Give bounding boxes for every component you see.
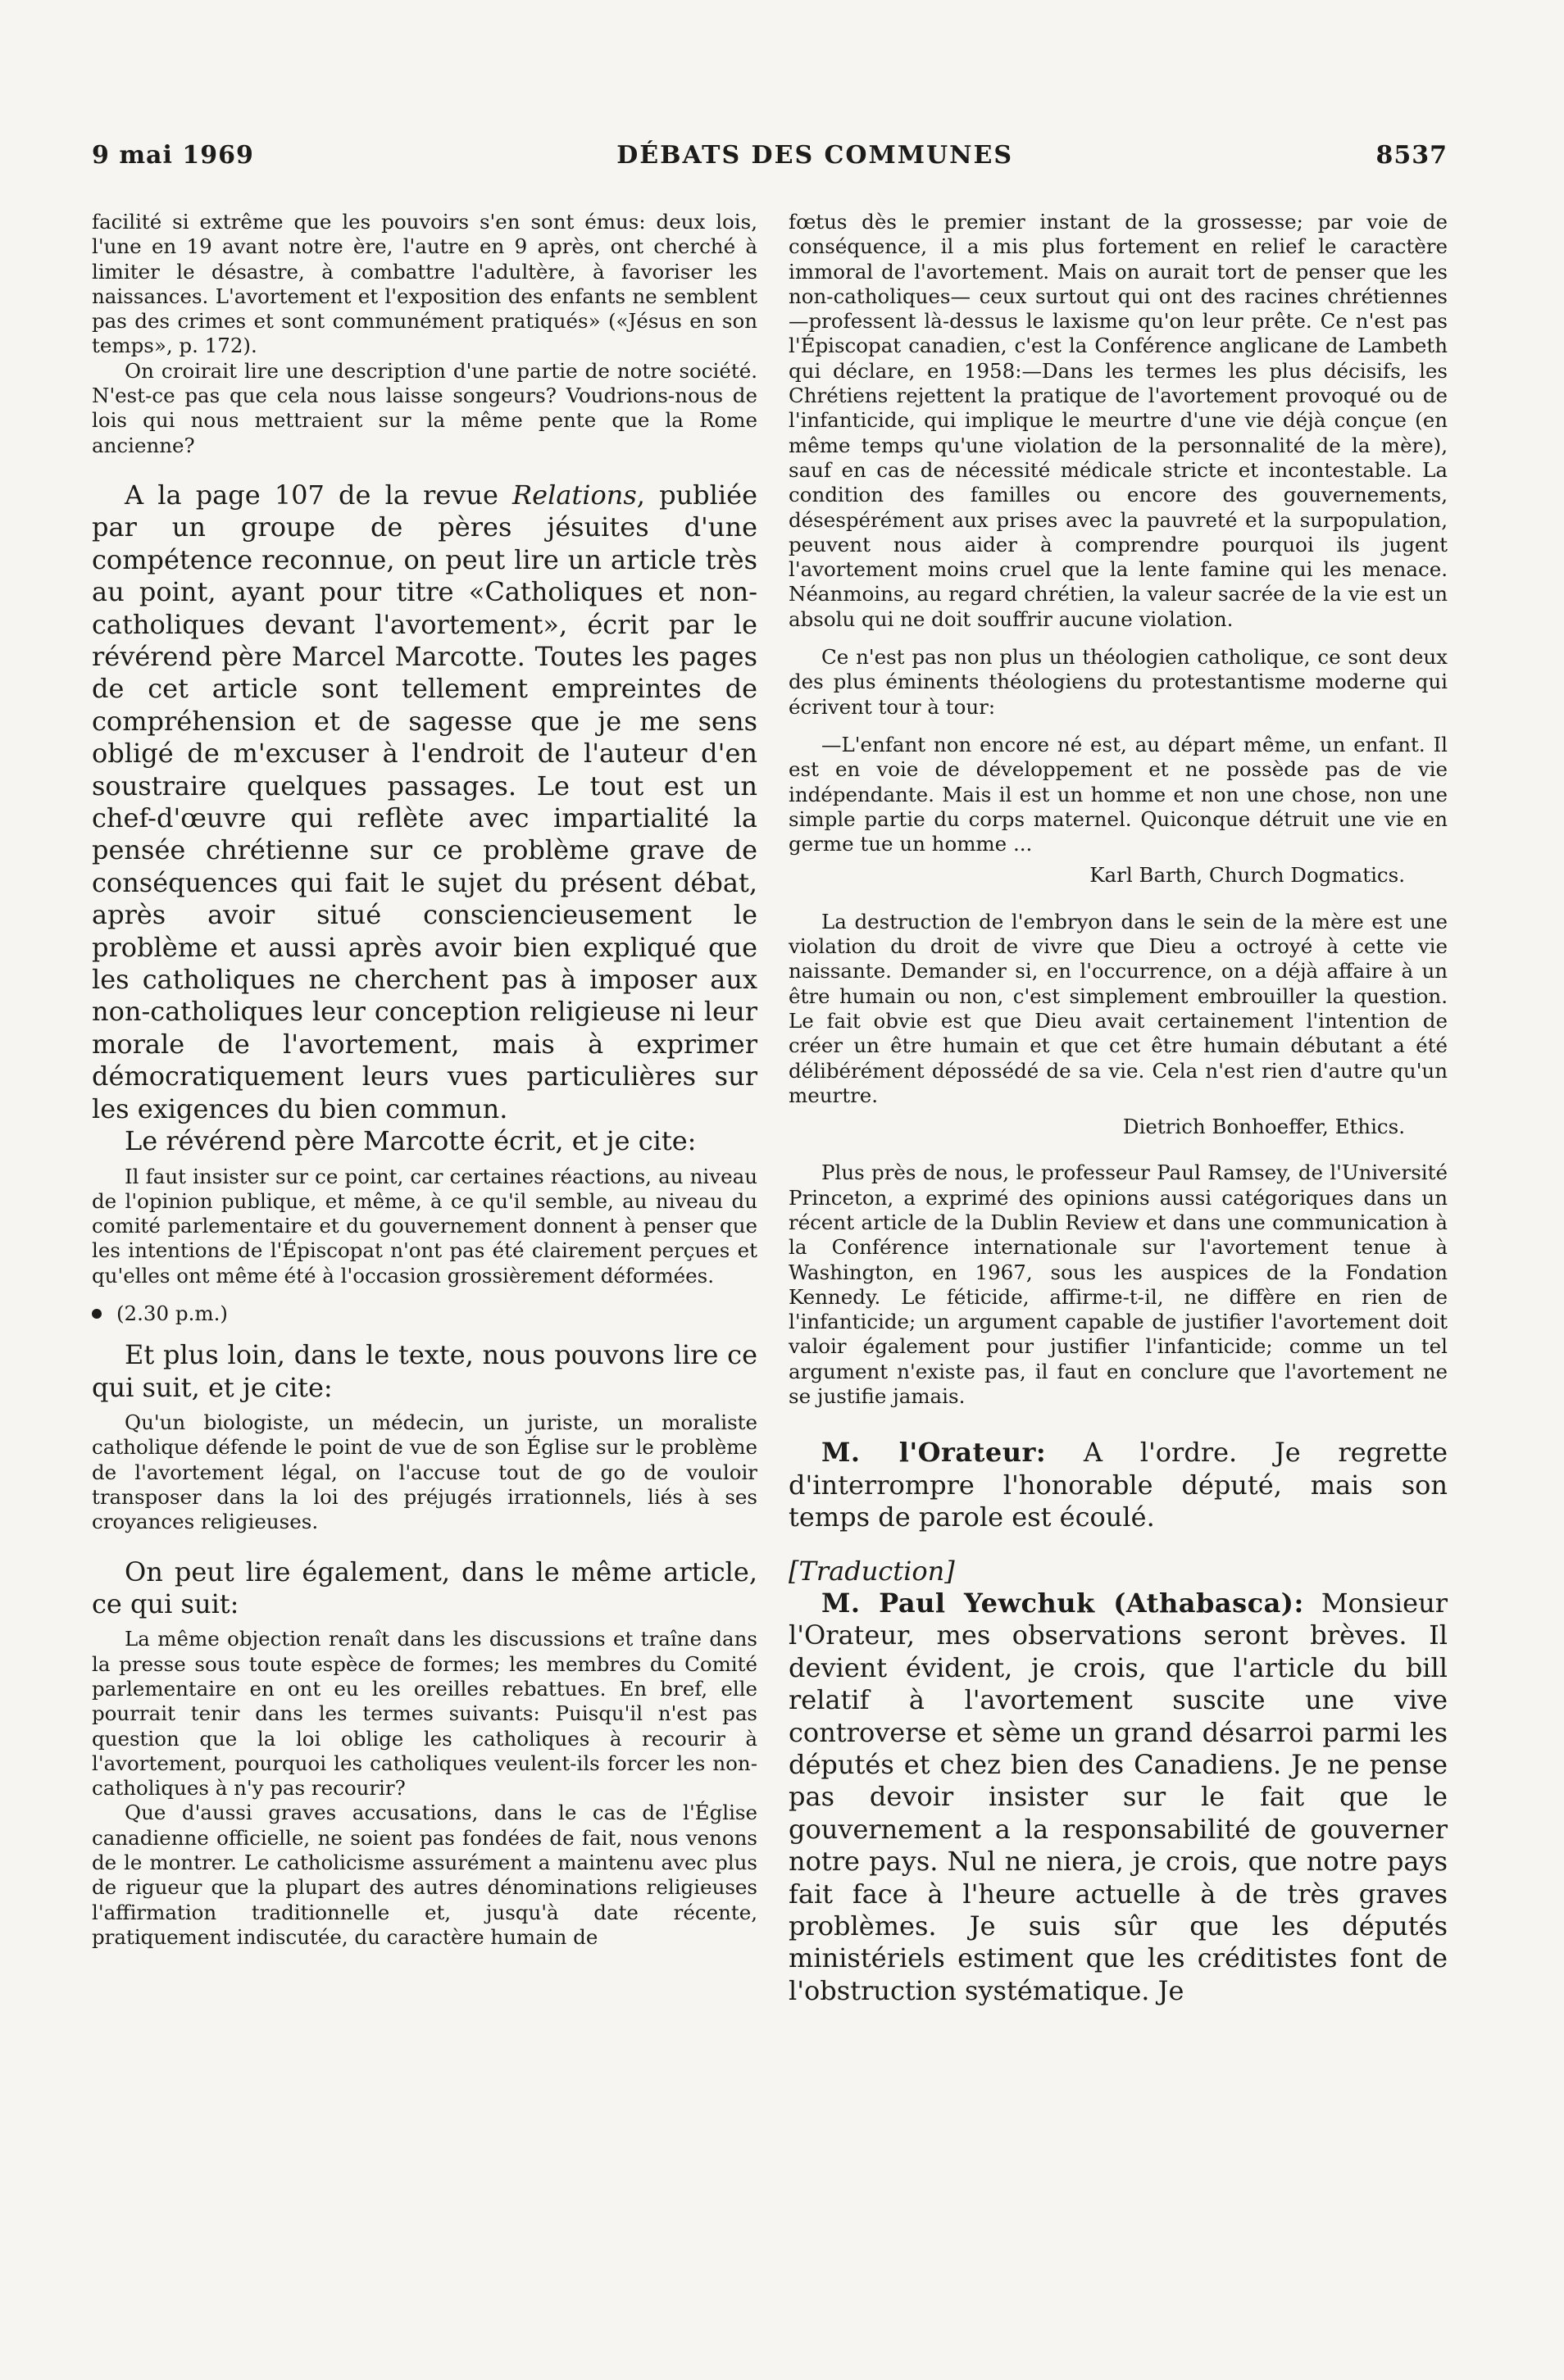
quote-paragraph: facilité si extrême que les pouvoirs s'en sont émus: deux lois, l'une en 19 avant notre ère, l'autre en 9 après, ont cherché à limiter le désastre, à combattre l'adultère, à favoriser les naissances. L'avortement et l'exposition des enfants ne semblent pas des crimes et sont communément pratiqués» («Jésus en son temps», p. 172). [92, 210, 757, 358]
quote-paragraph: On croirait lire une description d'une partie de notre société. N'est-ce pas que cela nous laisse songeurs? Voudrions-nous de lois qui nous mettraient sur la même pente que la Rome ancienne? [92, 358, 757, 457]
text-run: Monsieur l'Orateur, mes observations seront brèves. Il devient évident, je crois, que l'article du bill relatif à l'avortement suscite une vive controverse et sème un grand désarroi parmi les députés et chez bien des Canadiens. Je ne pense pas devoir insister sur le fait que le gouvernement a la responsabilité de gouverner notre pays. Nul ne niera, je crois, que notre pays fait face à l'heure actuelle à de très graves problèmes. Je suis sûr que les députés ministériels estiment que les créditistes font de l'obstruction systématique. Je [789, 1587, 1448, 2006]
left-column [92, 210, 757, 1950]
body-paragraph: Le révérend père Marcotte écrit, et je cite: [125, 1125, 697, 1157]
body-paragraph [789, 1437, 1448, 1533]
publication-title: Relations [512, 479, 637, 511]
body-paragraph: Et plus loin, dans le texte, nous pouvons lire ce qui suit, et je cite: [92, 1339, 757, 1403]
citation-signature: Dietrich Bonhoeffer, Ethics. [1122, 1115, 1405, 1139]
translation-marker: [Traduction] [789, 1555, 955, 1587]
quote-paragraph: Que d'aussi graves accusations, dans le cas de l'Église canadienne officielle, ne soient pas fondées de fait, nous venons de le montrer. Le catholicisme assurément a maintenu avec plus de rigueur que la plupart des autres dénominations religieuses l'affirmation traditionnelle et, jusqu'à date récente, pratiquement indiscutée, du caractère humain de [92, 1801, 757, 1949]
time-marker [92, 1301, 757, 1326]
text-run: , publiée par un groupe de pères jésuites d'une compétence reconnue, on peut lire un article très au point, ayant pour titre «Catholiques et non-catholiques devant l'avortement», écrit par le révérend père Marcel Marcotte. Toutes les pages de cet article sont tellement empreintes de compréhension et de sagesse que je me sens obligé de m'excuser à l'endroit de l'auteur d'en soustraire quelques passages. Le tout est un chef-d'œuvre qui reflète avec impartialité la pensée chrétienne sur ce problème grave de conséquences qui fait le sujet du présent débat, après avoir situé consciencieusement le problème et aussi après avoir bien expliqué que les catholiques ne cherchent pas à imposer aux non-catholiques leur conception religieuse ni leur morale de l'avortement, mais à exprimer démocratiquement leurs vues particulières sur les exigences du bien commun. [92, 479, 758, 1124]
time-stamp: (2.30 p.m.) [116, 1301, 228, 1325]
body-paragraph [789, 1587, 1448, 2007]
page-number: 8537 [1375, 141, 1448, 170]
quote-paragraph: La même objection renaît dans les discussions et traîne dans la presse sous toute espèce de formes; les membres du Comité parlementaire en ont eu les oreilles rebattues. En bref, elle pourrait tenir dans les termes suivants: Puisqu'il n'est pas question que la loi oblige les catholiques à recourir à l'avortement, pourquoi les catholiques veulent-ils forcer les non-catholiques à n'y pas recourir? [92, 1627, 757, 1801]
quote-paragraph: Ce n'est pas non plus un théologien catholique, ce sont deux des plus éminents théologiens du protestantisme moderne qui écrivent tour à tour: [789, 645, 1448, 719]
quote-paragraph: La destruction de l'embryon dans le sein de la mère est une violation du droit de vivre que Dieu a octroyé à cette vie naissante. Demander si, en l'occurrence, on a déjà affaire à un être humain ou non, c'est simplement embrouiller la question. Le fait obvie est que Dieu avait certainement l'intention de créer un être humain et que cet être humain débutant a été délibérément dépossédé de sa vie. Cela n'est rien d'autre qu'un meurtre. [789, 909, 1448, 1107]
text-run: A la page 107 de la revue [125, 479, 513, 511]
header-date: 9 mai 1969 [92, 141, 254, 170]
speaker-name: M. Paul Yewchuk (Athabasca): [821, 1587, 1304, 1619]
body-paragraph: On peut lire également, dans le même article, ce qui suit: [92, 1556, 757, 1619]
quote-paragraph: fœtus dès le premier instant de la grossesse; par voie de conséquence, il a mis plus fortement en relief le caractère immoral de l'avortement. Mais on aurait tort de penser que les non-catholiques— ceux surtout qui ont des racines chrétiennes—professent là-dessus le laxisme qu'on leur prête. Ce n'est pas l'Épiscopat canadien, c'est la Conférence anglicane de Lambeth qui déclare, en 1958:—Dans les termes les plus décisifs, les Chrétiens rejettent la pratique de l'avortement provoqué ou de l'infanticide, qui implique le meurtre d'une vie déjà conçue (en même temps qu'une violation de la personnalité de la mère), sauf en cas de nécessité médicale stricte et incontestable. La condition des familles ou encore des gouvernements, désespérément aux prises avec la pauvreté et la surpopulation, peuvent nous aider à comprendre pourquoi ils jugent l'avortement moins cruel que la lente famine qui les menace. Néanmoins, au regard chrétien, la valeur sacrée de la vie est un absolu qui ne doit souffrir aucune violation. [789, 210, 1448, 631]
bullet-icon [92, 1309, 102, 1319]
right-column [789, 210, 1448, 2007]
text-run: A l'ordre. Je regrette d'interrompre l'honorable député, mais son temps de parole est écoulé. [789, 1437, 1448, 1533]
header-title: DÉBATS DES COMMUNES [616, 141, 1014, 170]
quote-paragraph: Plus près de nous, le professeur Paul Ramsey, de l'Université Princeton, a exprimé des opinions aussi catégoriques dans un récent article de la Dublin Review et dans une communication à la Conférence internationale sur l'avortement tenue à Washington, en 1967, sous les auspices de la Fondation Kennedy. Le féticide, affirme-t-il, ne diffère en rien de l'infanticide; un argument capable de justifier l'avortement doit valoir également pour justifier l'infanticide; comme un tel argument n'existe pas, il faut en conclure que l'avortement ne se justifie jamais. [789, 1160, 1448, 1409]
body-paragraph [92, 479, 757, 1125]
speaker-name: M. l'Orateur: [821, 1437, 1047, 1469]
quote-paragraph: Qu'un biologiste, un médecin, un juriste, un moraliste catholique défende le point de vue de son Église sur le problème de l'avortement légal, on l'accuse tout de go de vouloir transposer dans la loi des préjugés irrationnels, liés à ses croyances religieuses. [92, 1410, 757, 1534]
running-header [92, 141, 1448, 170]
quote-paragraph: —L'enfant non encore né est, au départ même, un enfant. Il est en voie de développement et ne possède pas de vie indépendante. Mais il est un homme et non une chose, non une simple partie du corps maternel. Quiconque détruit une vie en germe tue un homme ... [789, 732, 1448, 856]
citation-signature: Karl Barth, Church Dogmatics. [1089, 863, 1405, 888]
quote-paragraph: Il faut insister sur ce point, car certaines réactions, au niveau de l'opinion publique, et même, à ce qu'il semble, au niveau du comité parlementaire et du gouvernement donnent à penser que les intentions de l'Épiscopat n'ont pas été clairement perçues et qu'elles ont même été à l'occasion grossièrement déformées. [92, 1164, 757, 1288]
